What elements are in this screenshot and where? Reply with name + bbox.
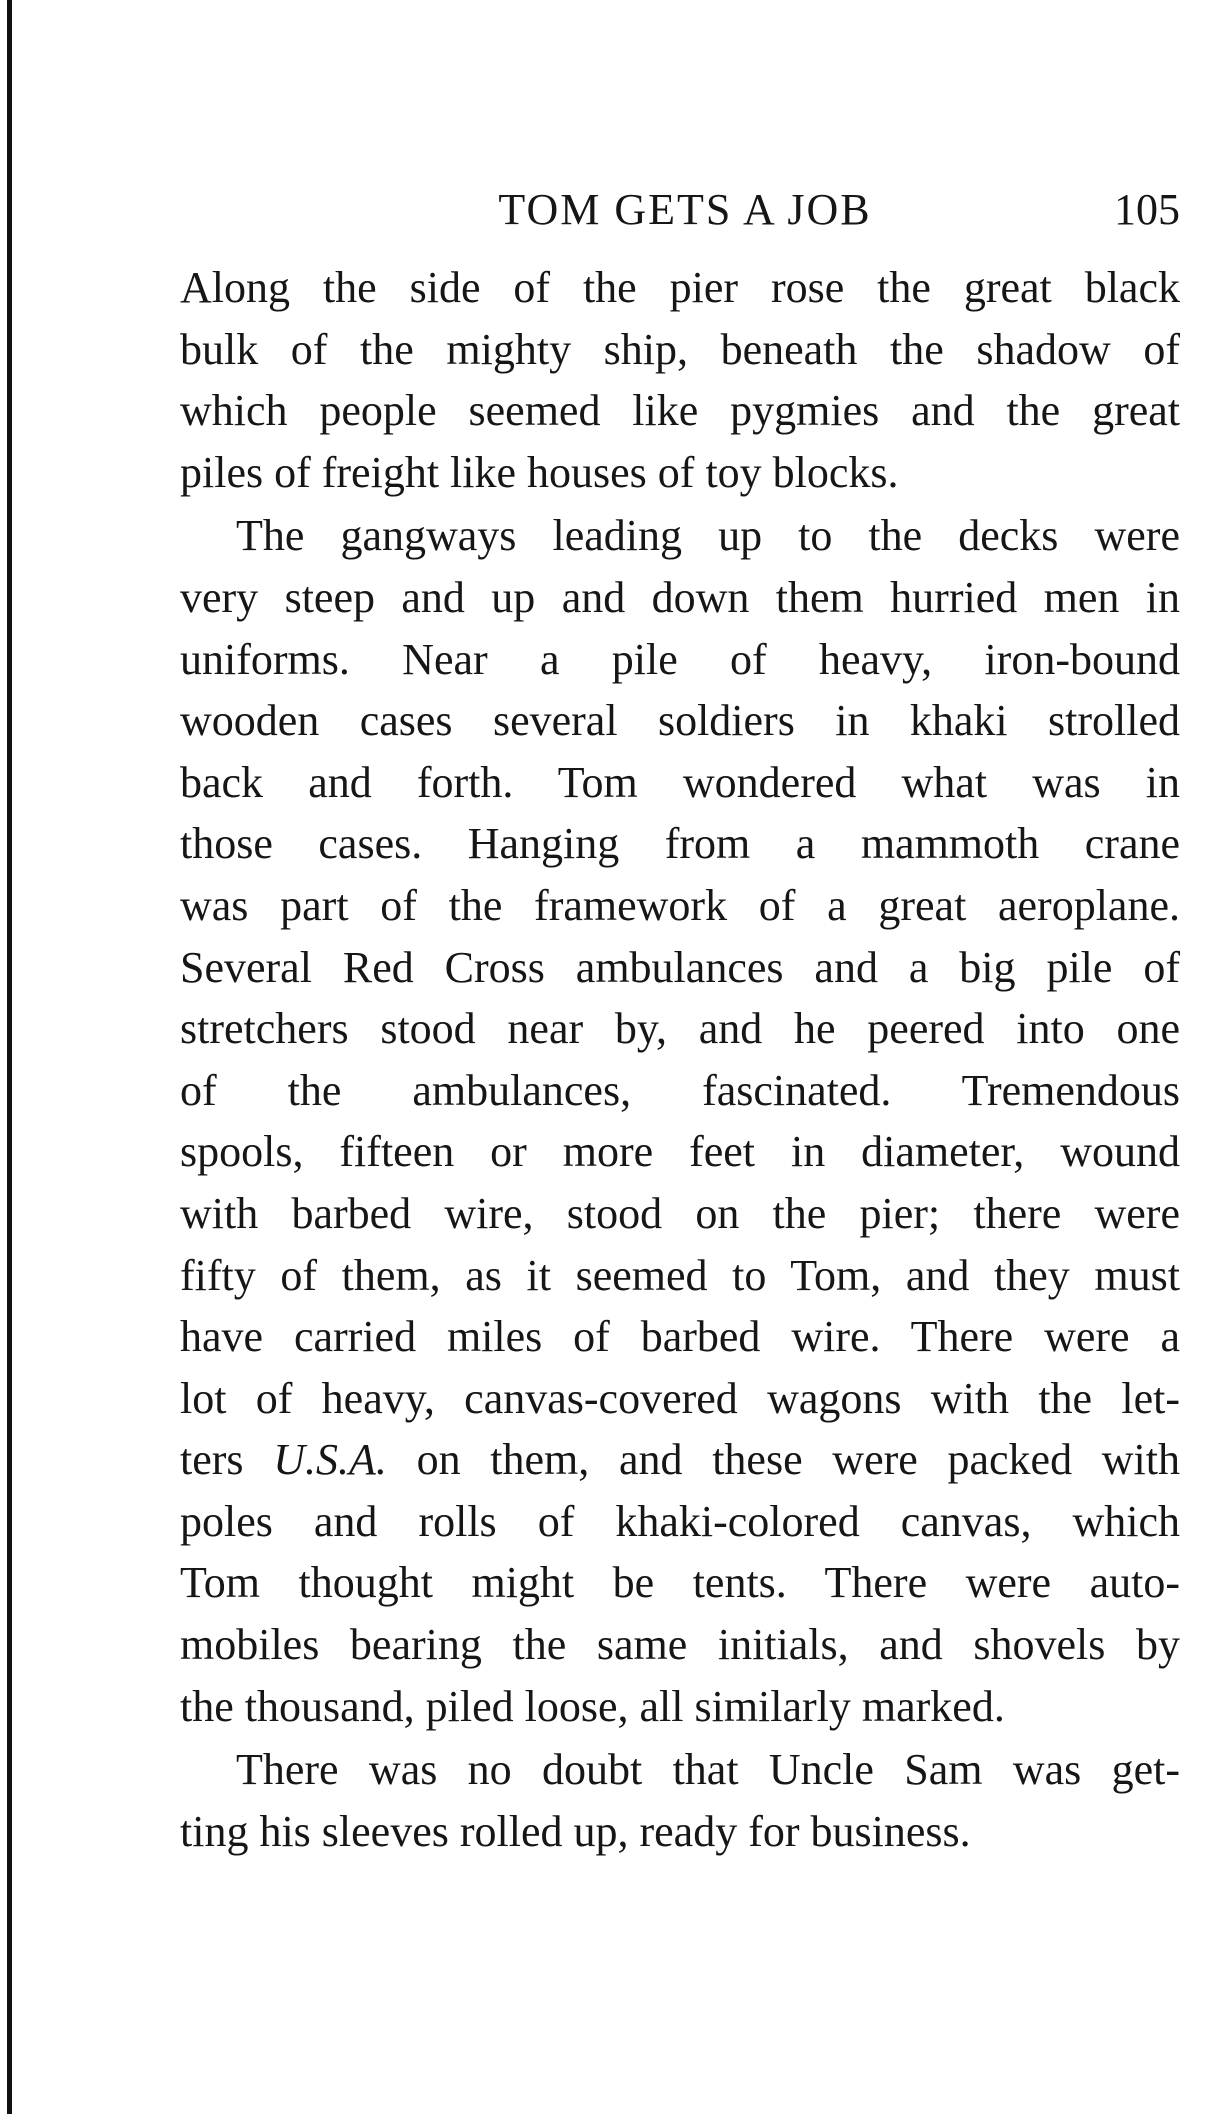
- text-line: lot of heavy, canvas-covered wagons with the let-: [180, 1373, 1180, 1423]
- text-line: which people seemed like pygmies and the great: [180, 386, 1180, 436]
- text-line: The gangways leading up to the decks were: [236, 511, 1180, 561]
- text-line: wooden cases several soldiers in khaki strolled: [180, 696, 1180, 746]
- text-line: very steep and up and down them hurried men in: [180, 572, 1180, 622]
- text-line: fifty of them, as it seemed to Tom, and they must: [180, 1250, 1180, 1300]
- text-line: mobiles bearing the same initials, and shovels by: [180, 1620, 1180, 1670]
- text-line: back and forth. Tom wondered what was in: [180, 757, 1180, 807]
- text-line: with barbed wire, stood on the pier; there were: [180, 1188, 1180, 1238]
- text-fragment: ters: [180, 1435, 274, 1485]
- text-line: Tom thought might be tents. There were auto-: [180, 1558, 1180, 1608]
- text-line: stretchers stood near by, and he peered into one: [180, 1004, 1180, 1054]
- page-header: [180, 180, 1180, 240]
- text-line: ting his sleeves rolled up, ready for business.: [180, 1806, 971, 1856]
- paragraph-1: [180, 257, 1180, 503]
- text-line: Several Red Cross ambulances and a big pile of: [180, 942, 1180, 992]
- page-number: 105: [1114, 185, 1180, 234]
- text-line: Along the side of the pier rose the great black: [180, 263, 1180, 312]
- running-head: TOM GETS A JOB: [498, 185, 872, 234]
- text-line: those cases. Hanging from a mammoth crane: [180, 819, 1180, 869]
- text-line: piles of freight like houses of toy blocks.: [180, 447, 899, 497]
- paragraph-3: [180, 1739, 1180, 1862]
- body-text: [180, 257, 1180, 1862]
- paragraph-2: [180, 505, 1180, 1737]
- text-line: There was no doubt that Uncle Sam was get-: [236, 1745, 1180, 1795]
- text-line: of the ambulances, fascinated. Tremendous: [180, 1065, 1180, 1115]
- usa-abbreviation: U.S.A.: [273, 1435, 387, 1485]
- text-line: poles and rolls of khaki-colored canvas, which: [180, 1496, 1180, 1546]
- text-line: the thousand, piled loose, all similarly marked.: [180, 1681, 1005, 1731]
- page-binding-edge: [7, 0, 12, 2114]
- text-line-with-italic: [180, 1429, 1180, 1491]
- text-line: was part of the framework of a great aeroplane.: [180, 880, 1180, 930]
- text-fragment: on them, and these were packed with: [386, 1435, 1180, 1485]
- text-line: bulk of the mighty ship, beneath the shadow of: [180, 324, 1180, 374]
- text-line: have carried miles of barbed wire. There were a: [180, 1312, 1180, 1362]
- text-line: uniforms. Near a pile of heavy, iron-bound: [180, 634, 1180, 684]
- text-line: spools, fifteen or more feet in diameter, wound: [180, 1127, 1180, 1177]
